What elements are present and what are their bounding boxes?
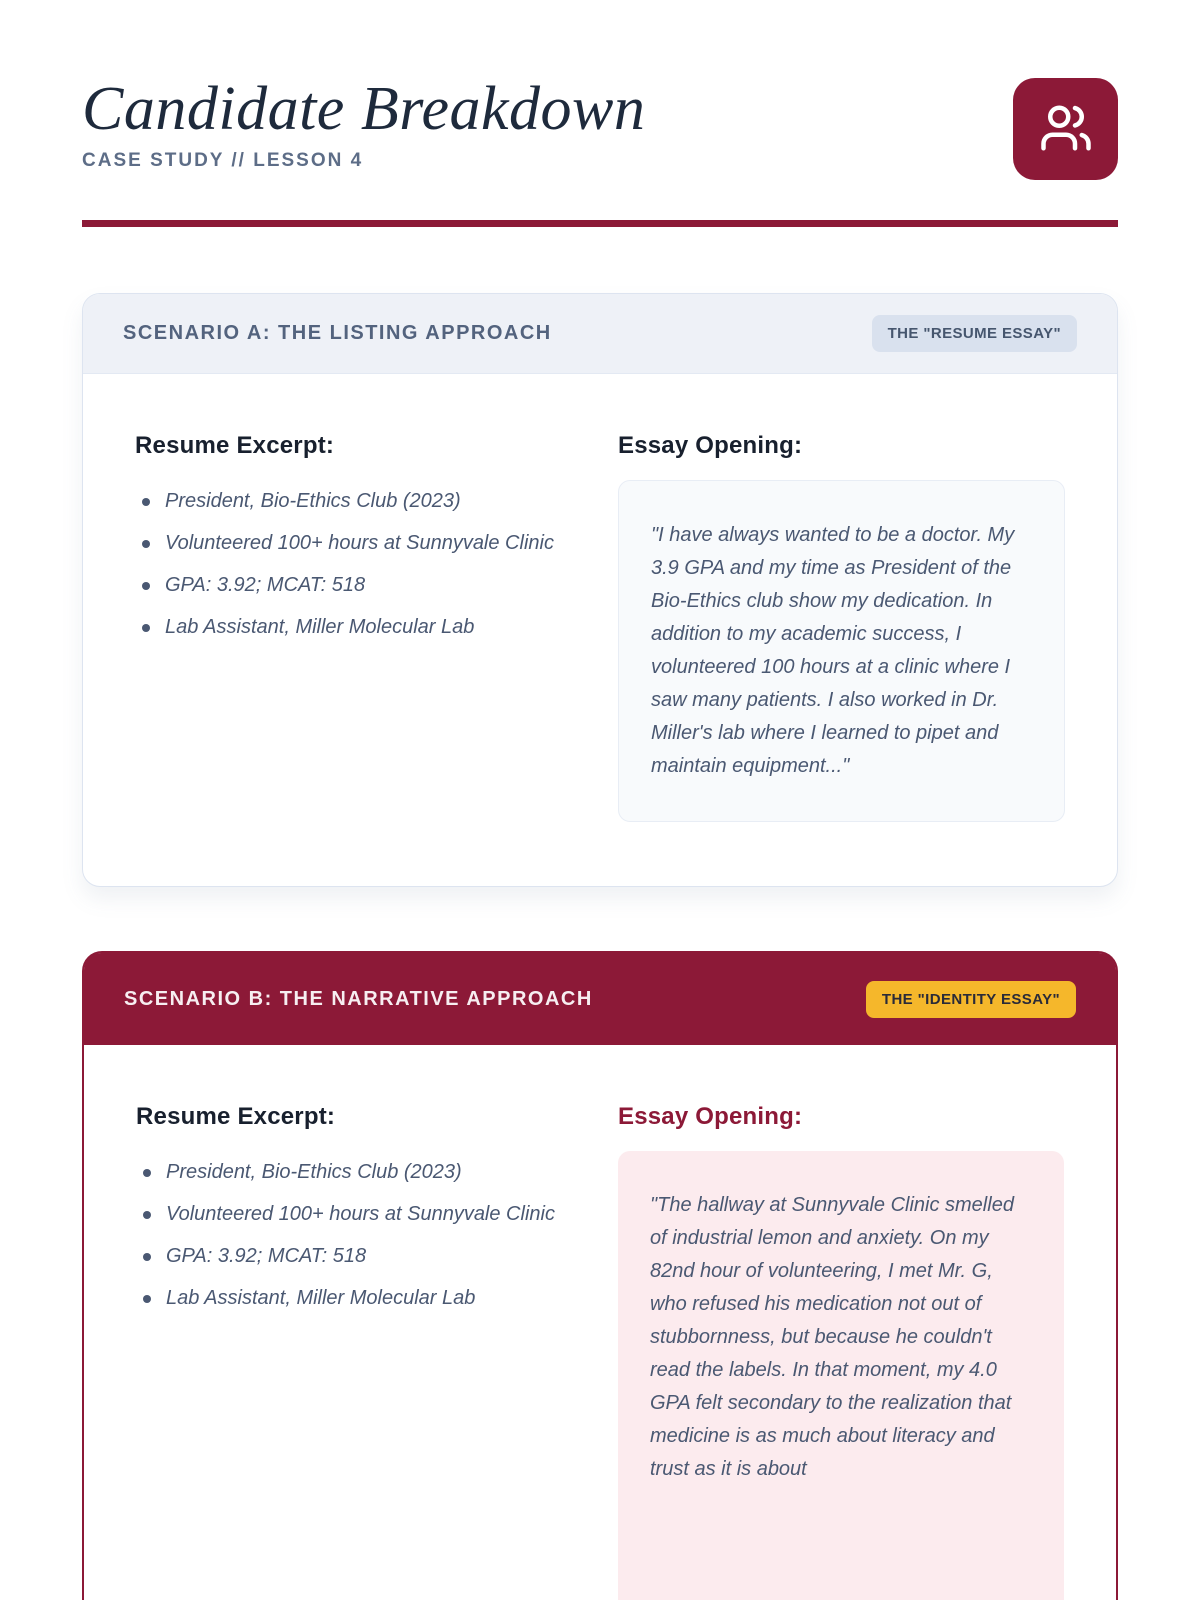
scenario-a-body — [83, 374, 1117, 886]
scenario-b-resume-column — [136, 1103, 582, 1600]
list-item: President, Bio-Ethics Club (2023) — [135, 486, 582, 517]
scenario-b-header — [84, 953, 1116, 1045]
scenario-a-badge: THE "RESUME ESSAY" — [872, 315, 1077, 352]
page-header — [82, 75, 1118, 180]
list-item: GPA: 3.92; MCAT: 518 — [135, 570, 582, 601]
scenario-a-title: SCENARIO A: THE LISTING APPROACH — [123, 322, 552, 344]
list-item: Lab Assistant, Miller Molecular Lab — [136, 1283, 582, 1314]
list-item: GPA: 3.92; MCAT: 518 — [136, 1241, 582, 1272]
header-divider — [82, 220, 1118, 227]
users-icon — [1039, 101, 1093, 158]
resume-excerpt-heading: Resume Excerpt: — [136, 1103, 336, 1130]
scenario-a-header — [83, 294, 1117, 374]
scenario-a-card — [82, 293, 1118, 887]
resume-list — [135, 486, 582, 643]
resume-excerpt-heading: Resume Excerpt: — [135, 432, 335, 459]
list-item: Volunteered 100+ hours at Sunnyvale Clinic — [135, 528, 582, 559]
essay-quote: "The hallway at Sunnyvale Clinic smelled of industrial lemon and anxiety. On my 82nd hour of volunteering, I met Mr. G, who refused his medication not out of stubbornness, but because he couldn't read the labels. In that moment, my 4.0 GPA felt secondary to the realization that medicine is as much about literacy and trust as it is about — [618, 1151, 1064, 1600]
scenario-b-badge: THE "IDENTITY ESSAY" — [866, 981, 1076, 1018]
resume-list — [136, 1157, 582, 1314]
list-item: Volunteered 100+ hours at Sunnyvale Clinic — [136, 1199, 582, 1230]
page-subtitle: CASE STUDY // LESSON 4 — [82, 150, 364, 171]
page-title: Candidate Breakdown — [82, 75, 646, 143]
scenario-a-essay-column — [618, 432, 1065, 822]
essay-opening-heading: Essay Opening: — [618, 1103, 803, 1130]
essay-opening-heading: Essay Opening: — [618, 432, 803, 459]
list-item: Lab Assistant, Miller Molecular Lab — [135, 612, 582, 643]
scenario-a-resume-column — [135, 432, 582, 822]
scenario-b-body — [84, 1045, 1116, 1600]
scenario-b-card — [82, 951, 1118, 1600]
scenario-b-title: SCENARIO B: THE NARRATIVE APPROACH — [124, 987, 593, 1010]
list-item: President, Bio-Ethics Club (2023) — [136, 1157, 582, 1188]
users-icon-button[interactable] — [1013, 78, 1118, 180]
scenario-b-essay-column — [618, 1103, 1064, 1600]
essay-quote: "I have always wanted to be a doctor. My 3.9 GPA and my time as President of the Bio-Ethics club show my dedication. In addition to my academic success, I volunteered 100 hours at a clinic where I saw many patients. I also worked in Dr. Miller's lab where I learned to pipet and maintain equipment..." — [618, 480, 1065, 822]
title-block — [82, 75, 646, 172]
